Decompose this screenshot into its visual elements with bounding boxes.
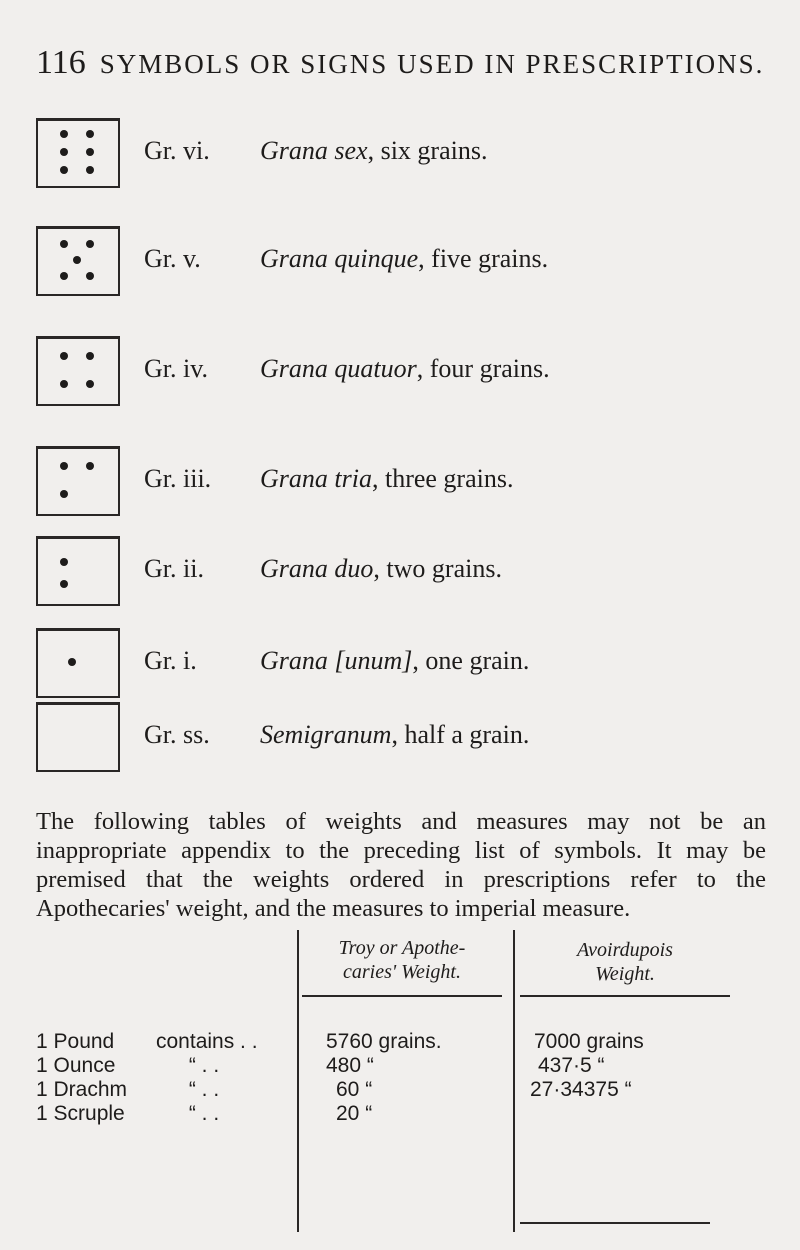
troy-value: 60 “	[336, 1078, 373, 1101]
unit-name: 1 Ounce	[36, 1054, 116, 1077]
column-rule	[302, 995, 502, 997]
row-verb: “ . .	[188, 1102, 220, 1125]
grain-latin: Grana duo	[260, 554, 374, 583]
grain-abbr: Gr. iv.	[144, 354, 209, 383]
table-row-label	[36, 1078, 252, 1102]
avoir-value: 27·34375 “	[530, 1078, 632, 1101]
col-head-avoirdupois	[520, 938, 730, 986]
col-head-troy	[302, 936, 502, 984]
grain-latin: Grana quatuor	[260, 354, 417, 383]
row-verb: contains . .	[156, 1030, 258, 1053]
grain-english: , one grain.	[412, 646, 530, 675]
column-divider	[297, 930, 299, 1232]
grain-latin: Grana quinque	[260, 244, 419, 273]
grain-abbr: Gr. vi.	[144, 136, 210, 165]
grain-latin: Grana sex	[260, 136, 368, 165]
table-row-label	[36, 1030, 258, 1054]
grain-english: , four grains.	[416, 354, 550, 383]
column-rule	[520, 995, 730, 997]
col-head-troy-line2: caries' Weight.	[343, 961, 461, 983]
troy-value: 5760 grains.	[326, 1030, 442, 1053]
column-rule	[520, 1222, 710, 1224]
grain-latin: Grana tria	[260, 464, 372, 493]
col-head-avoir-line2: Weight.	[595, 963, 655, 985]
col-head-troy-line1: Troy or Apothe-	[338, 937, 466, 959]
grain-english: , five grains.	[418, 244, 549, 273]
grain-english: , half a grain.	[391, 720, 530, 749]
running-title: SYMBOLS OR SIGNS USED IN PRESCRIPTIONS.	[99, 49, 765, 79]
unit-name: 1 Pound	[36, 1030, 115, 1053]
grain-latin: Grana [unum]	[260, 646, 413, 675]
intro-paragraph: The following tables of weights and measures may not be an inappropriate appendix to the preceding list of symbols. It may be premised that the weights ordered in prescriptions refer to the Apothecaries' weight, and the measures to imperial measure.	[36, 807, 766, 922]
grain-english: , two grains.	[373, 554, 502, 583]
page-number: 116	[36, 44, 86, 81]
troy-value: 480 “	[326, 1054, 374, 1077]
grain-abbr: Gr. ii.	[144, 554, 204, 583]
grain-abbr: Gr. v.	[144, 244, 201, 273]
row-verb: “ . .	[188, 1078, 220, 1101]
unit-name: 1 Scruple	[36, 1102, 125, 1125]
grain-english: , six grains.	[367, 136, 488, 165]
unit-name: 1 Drachm	[36, 1078, 128, 1101]
table-row-label	[36, 1102, 252, 1126]
grain-abbr: Gr. i.	[144, 646, 197, 675]
column-divider	[513, 930, 515, 1232]
avoir-value: 7000 grains	[534, 1030, 644, 1053]
row-verb: “ . .	[188, 1054, 220, 1077]
grain-english: , three grains.	[371, 464, 514, 493]
col-head-avoir-line1: Avoirdupois	[577, 939, 673, 961]
grain-abbr: Gr. iii.	[144, 464, 212, 493]
avoir-value: 437·5 “	[538, 1054, 605, 1077]
table-row-label	[36, 1054, 252, 1078]
grain-abbr: Gr. ss.	[144, 720, 210, 749]
troy-value: 20 “	[336, 1102, 373, 1125]
grain-latin: Semigranum	[260, 720, 392, 749]
